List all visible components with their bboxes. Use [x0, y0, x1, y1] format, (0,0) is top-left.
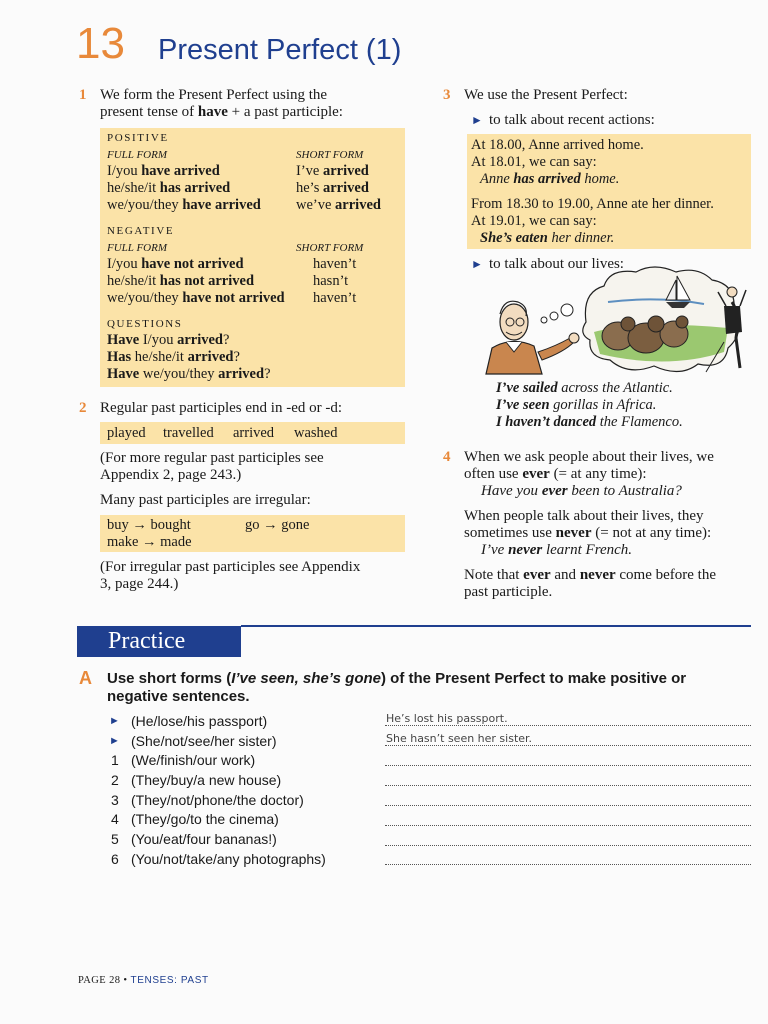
negative-row: he/she/it has not arrived [107, 273, 255, 289]
answer-line[interactable] [385, 784, 751, 786]
irregular-intro: Many past participles are irregular: [100, 492, 311, 508]
short-form-label: SHORT FORM [296, 242, 364, 254]
answer-line[interactable] [385, 744, 751, 746]
irregular-note-line1: (For irregular past participles see Appendix [100, 559, 361, 575]
example-line: She’s eaten her dinner. [480, 230, 615, 246]
negative-row: we/you/they have not arrived [107, 290, 285, 306]
section-1-intro-line2: present tense of have + a past participle: [100, 104, 343, 120]
answer-line[interactable] [385, 863, 751, 865]
exercise-instruction-line1: Use short forms (I’ve seen, she’s gone) of the Present Perfect to make positive or [107, 670, 687, 687]
section-2-intro: Regular past participles end in -ed or -d: [100, 400, 343, 416]
man-dreaming-illustration [478, 262, 756, 380]
unit-number: 13 [76, 19, 125, 68]
example-line: At 18.00, Anne arrived home. [471, 137, 644, 153]
arrow-icon: → [132, 517, 147, 533]
exercise-instruction-line2: negative sentences. [107, 688, 250, 705]
example-line: At 18.01, we can say: [471, 154, 597, 170]
regular-participle: travelled [163, 425, 214, 441]
lives-example: I’ve seen gorillas in Africa. [496, 397, 657, 413]
exercise-prompt: (You/eat/four bananas!) [131, 831, 277, 847]
irregular-pair: go → gone [245, 517, 310, 533]
positive-row: we/you/they have arrived [107, 197, 261, 213]
question-row: Have we/you/they arrived? [107, 366, 271, 382]
answer-line[interactable] [385, 844, 751, 846]
section-2-number: 2 [79, 400, 87, 416]
answer-line[interactable] [385, 764, 751, 766]
section-4-line: often use ever (= at any time): [464, 466, 647, 482]
exercise-number: 2 [111, 772, 119, 788]
answer-line[interactable] [385, 824, 751, 826]
positive-row: he/she/it has arrived [107, 180, 231, 196]
page-title: Present Perfect (1) [158, 34, 402, 66]
page-footer [78, 975, 209, 986]
full-form-label: FULL FORM [107, 149, 167, 161]
use-recent-actions: to talk about recent actions: [489, 112, 655, 128]
answer-example: He’s lost his passport. [386, 712, 508, 725]
negative-short: haven’t [313, 256, 357, 272]
section-4-line: When people talk about their lives, they [464, 508, 704, 524]
negative-row: I/you have not arrived [107, 256, 244, 272]
exercise-prompt: (We/finish/our work) [131, 752, 256, 768]
negative-short: haven’t [313, 290, 357, 306]
example-line: At 19.01, we can say: [471, 213, 597, 229]
regular-participle: washed [294, 425, 338, 441]
answer-example: She hasn’t seen her sister. [386, 732, 533, 745]
arrow-icon: → [263, 517, 278, 533]
positive-row: I/you have arrived [107, 163, 220, 179]
exercise-number: 3 [111, 792, 119, 808]
section-4-example: I’ve never learnt French. [481, 542, 633, 558]
exercise-number: 4 [111, 811, 119, 827]
exercise-number: 6 [111, 851, 119, 867]
exercise-prompt: (They/not/phone/the doctor) [131, 792, 304, 808]
answer-line[interactable] [385, 724, 751, 726]
practice-heading: Practice [77, 626, 241, 657]
exercise-prompt: (He/lose/his passport) [131, 713, 268, 729]
bullet-triangle-icon: ► [471, 257, 483, 271]
irregular-pair: buy → bought [107, 517, 191, 533]
exercise-letter: A [79, 668, 92, 688]
use-our-lives: to talk about our lives: [489, 256, 624, 272]
section-1-intro-line1: We form the Present Perfect using the [100, 87, 328, 103]
positive-label: POSITIVE [107, 132, 169, 144]
section-4-line: sometimes use never (= not at any time): [464, 525, 712, 541]
answer-line[interactable] [385, 804, 751, 806]
negative-short: hasn’t [313, 273, 349, 289]
irregular-note-line2: 3, page 244.) [100, 576, 179, 592]
section-4-example: Have you ever been to Australia? [481, 483, 682, 499]
short-form-label: SHORT FORM [296, 149, 364, 161]
exercise-number: 1 [111, 752, 119, 768]
regular-participle: played [107, 425, 146, 441]
section-4-line: When we ask people about their lives, we [464, 449, 714, 465]
exercise-number: 5 [111, 831, 119, 847]
section-4-line: past participle. [464, 584, 553, 600]
irregular-pair: make → made [107, 534, 192, 550]
footer-bullet: • [123, 975, 128, 986]
example-line: From 18.30 to 19.00, Anne ate her dinner. [471, 196, 714, 212]
lives-example: I haven’t danced the Flamenco. [496, 414, 683, 430]
example-marker-icon: ► [109, 715, 120, 727]
exercise-prompt: (They/buy/a new house) [131, 772, 282, 788]
appendix-note-line2: Appendix 2, page 243.) [100, 467, 242, 483]
section-3-intro: We use the Present Perfect: [464, 87, 628, 103]
exercise-prompt: (They/go/to the cinema) [131, 811, 279, 827]
question-row: Have I/you arrived? [107, 332, 230, 348]
exercise-prompt: (She/not/see/her sister) [131, 733, 277, 749]
section-4-number: 4 [443, 449, 451, 465]
exercise-prompt: (You/not/take/any photographs) [131, 851, 326, 867]
negative-label: NEGATIVE [107, 225, 175, 237]
full-form-label: FULL FORM [107, 242, 167, 254]
footer-section: TENSES: PAST [130, 975, 209, 986]
section-4-line: Note that ever and never come before the [464, 567, 717, 583]
section-3-number: 3 [443, 87, 451, 103]
section-1-number: 1 [79, 87, 87, 103]
bullet-triangle-icon: ► [471, 113, 483, 127]
appendix-note-line1: (For more regular past participles see [100, 450, 324, 466]
lives-example: I’ve sailed across the Atlantic. [496, 380, 673, 396]
page-number: PAGE 28 [78, 975, 121, 986]
question-row: Has he/she/it arrived? [107, 349, 240, 365]
positive-short-row: he’s arrived [296, 180, 369, 196]
questions-label: QUESTIONS [107, 318, 183, 330]
practice-divider [241, 625, 751, 627]
positive-short-row: we’ve arrived [296, 197, 381, 213]
positive-short-row: I’ve arrived [296, 163, 369, 179]
example-line: Anne has arrived home. [480, 171, 620, 187]
arrow-icon: → [142, 534, 157, 550]
regular-participle: arrived [233, 425, 275, 441]
example-marker-icon: ► [109, 735, 120, 747]
